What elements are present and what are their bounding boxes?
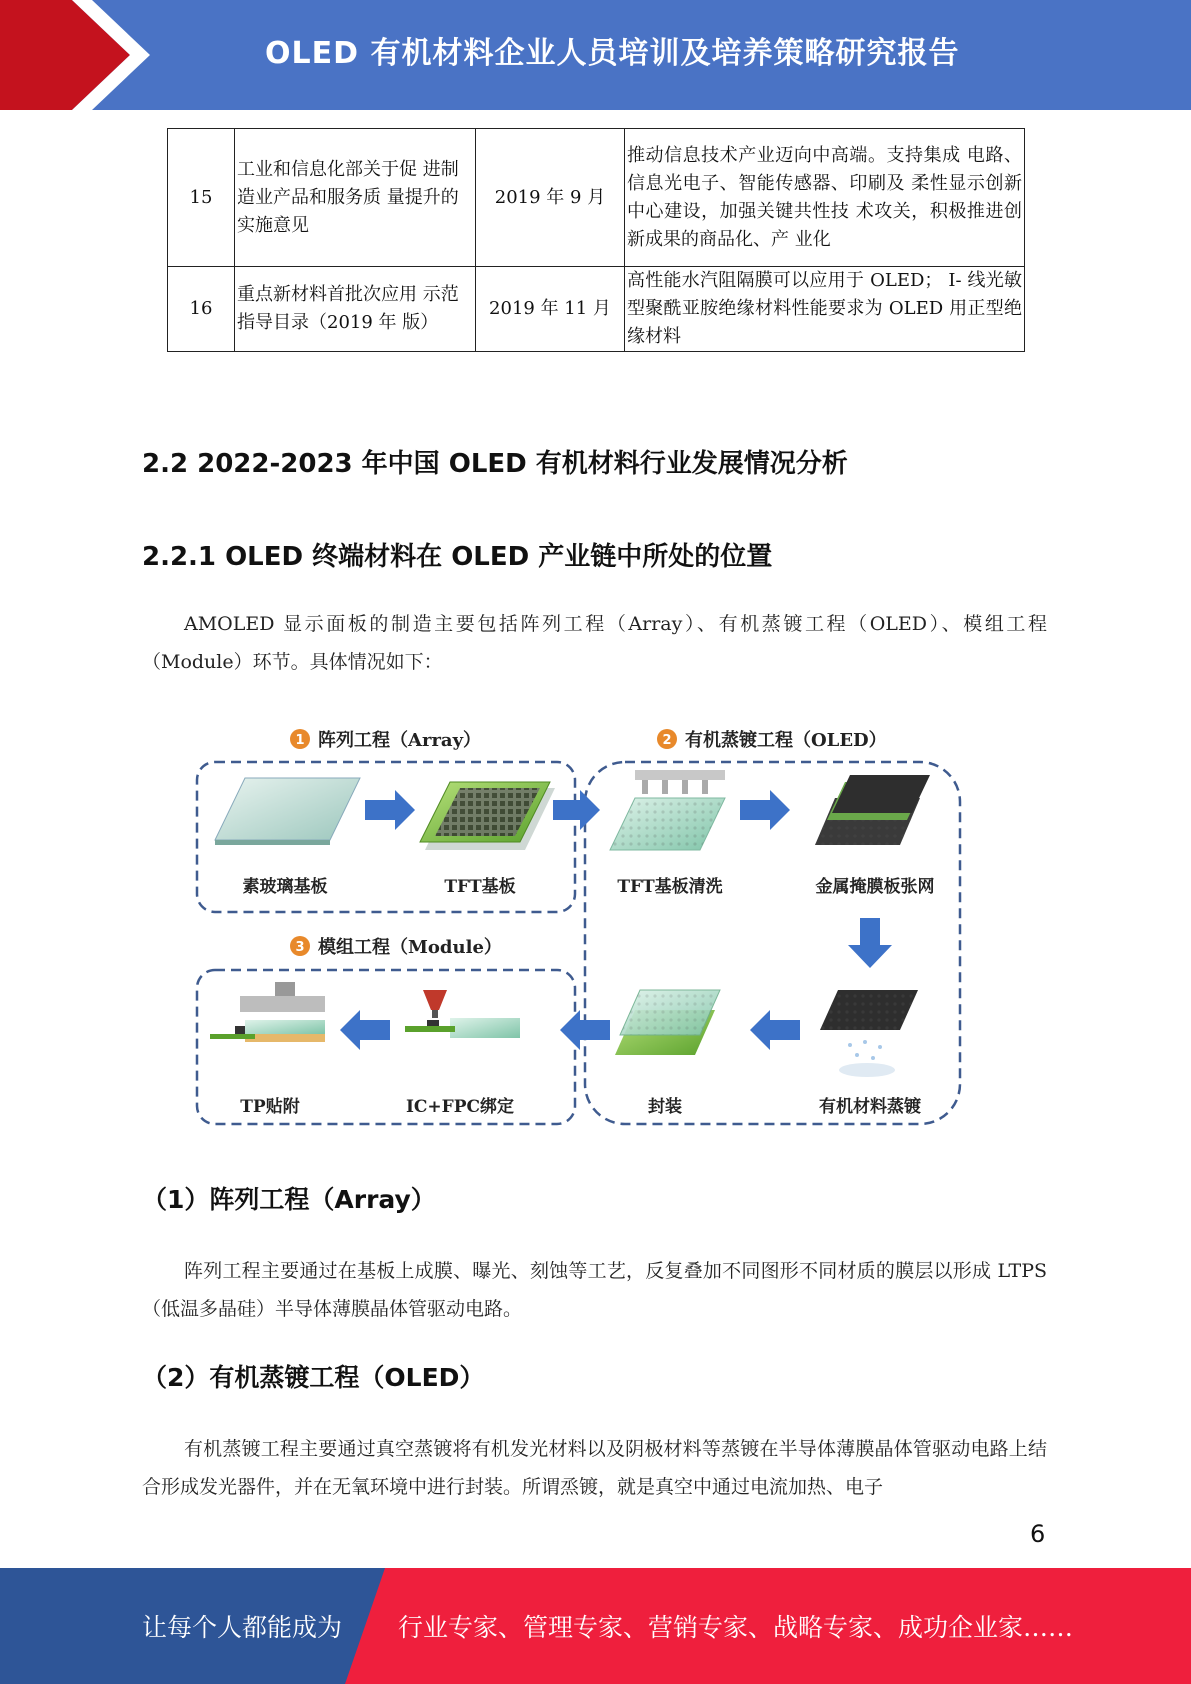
table-cell-date: 2019 年 11 月 xyxy=(476,267,625,352)
step-label-tp: TP贴附 xyxy=(240,1097,300,1117)
arrow-down-icon xyxy=(848,918,892,968)
arrow-left-icon xyxy=(340,1010,390,1050)
page-number: 6 xyxy=(1030,1520,1046,1548)
table-cell-content: 推动信息技术产业迈向中高端。支持集成 电路、信息光电子、智能传感器、印刷及 柔性显示创新中心建设，加强关键共性技 术攻关，积极推进创新成果的商品化、产 业化 xyxy=(625,129,1025,267)
arrow-right-icon xyxy=(365,790,415,830)
glass-substrate-illustration xyxy=(215,778,360,845)
step-label-encap: 封装 xyxy=(648,1097,682,1117)
page-footer xyxy=(0,1568,1191,1684)
step-label-evap: 有机材料蒸镀 xyxy=(819,1097,921,1117)
step-label-tft: TFT基板 xyxy=(444,877,516,897)
table-cell-name: 工业和信息化部关于促 进制造业产品和服务质 量提升的实施意见 xyxy=(235,129,476,267)
footer-slogan-right: 行业专家、管理专家、营销专家、战略专家、成功企业家…… xyxy=(398,1613,1074,1642)
footer-slogan-left: 让每个人都能成为 xyxy=(142,1613,343,1642)
ic-fpc-bonding-illustration xyxy=(405,990,520,1038)
badge-number: 1 xyxy=(295,733,305,748)
oled-heading: （2）有机蒸镀工程（OLED） xyxy=(142,1363,485,1392)
table-cell-no: 15 xyxy=(168,129,235,267)
intro-paragraph: AMOLED 显示面板的制造主要包括阵列工程（Array）、有机蒸镀工程（OLED）、模组工程（Module）环节。具体情况如下： xyxy=(142,613,1047,673)
badge-number: 3 xyxy=(295,940,305,955)
organic-evaporation-illustration xyxy=(820,990,918,1077)
table-cell-no: 16 xyxy=(168,267,235,352)
metal-mask-illustration xyxy=(815,775,930,845)
oled-group-title: 有机蒸镀工程（OLED） xyxy=(685,730,887,751)
section-heading: 2.2 2022-2023 年中国 OLED 有机材料行业发展情况分析 xyxy=(142,449,848,479)
tp-attach-illustration xyxy=(210,982,325,1042)
oled-paragraph: 有机蒸镀工程主要通过真空蒸镀将有机发光材料以及阴极材料等蒸镀在半导体薄膜晶体管驱动电路上结合形成发光器件，并在无氧环境中进行封装。所谓烝镀，就是真空中通过电流加热、电子 xyxy=(142,1438,1047,1498)
arrow-left-icon xyxy=(750,1010,800,1050)
arrow-right-icon xyxy=(740,790,790,830)
amoled-process-diagram xyxy=(195,720,965,1135)
page-header xyxy=(0,0,1191,110)
tft-cleaning-illustration xyxy=(610,770,725,850)
table-cell-date: 2019 年 9 月 xyxy=(476,129,625,267)
encapsulation-illustration xyxy=(615,990,720,1055)
array-heading: （1）阵列工程（Array） xyxy=(142,1185,436,1214)
table-row xyxy=(168,267,1025,352)
module-group-title: 模组工程（Module） xyxy=(318,937,502,958)
table-cell-content: 高性能水汽阻隔膜可以应用于 OLED； I- 线光敏型聚酰亚胺绝缘材料性能要求为 OLED 用正型绝缘材料 xyxy=(625,267,1025,352)
array-paragraph: 阵列工程主要通过在基板上成膜、曝光、刻蚀等工艺，反复叠加不同图形不同材质的膜层以形成 LTPS（低温多晶硅）半导体薄膜晶体管驱动电路。 xyxy=(142,1260,1047,1320)
step-label-mask: 金属掩膜板张网 xyxy=(815,877,935,897)
step-label-bond: IC+FPC绑定 xyxy=(405,1097,515,1117)
badge-number: 2 xyxy=(662,733,672,748)
arrow-right-icon xyxy=(553,790,600,830)
header-title: OLED 有机材料企业人员培训及培养策略研究报告 xyxy=(265,36,960,71)
process-diagram-svg xyxy=(195,720,965,1135)
tft-substrate-illustration xyxy=(420,782,555,850)
table-row xyxy=(168,129,1025,267)
step-label-glass: 素玻璃基板 xyxy=(242,877,328,897)
table-cell-name: 重点新材料首批次应用 示范指导目录（2019 年 版） xyxy=(235,267,476,352)
subsection-heading: 2.2.1 OLED 终端材料在 OLED 产业链中所处的位置 xyxy=(142,542,773,572)
step-label-clean: TFT基板清洗 xyxy=(617,877,723,897)
array-group-title: 阵列工程（Array） xyxy=(318,730,482,751)
policy-table xyxy=(167,128,1025,352)
